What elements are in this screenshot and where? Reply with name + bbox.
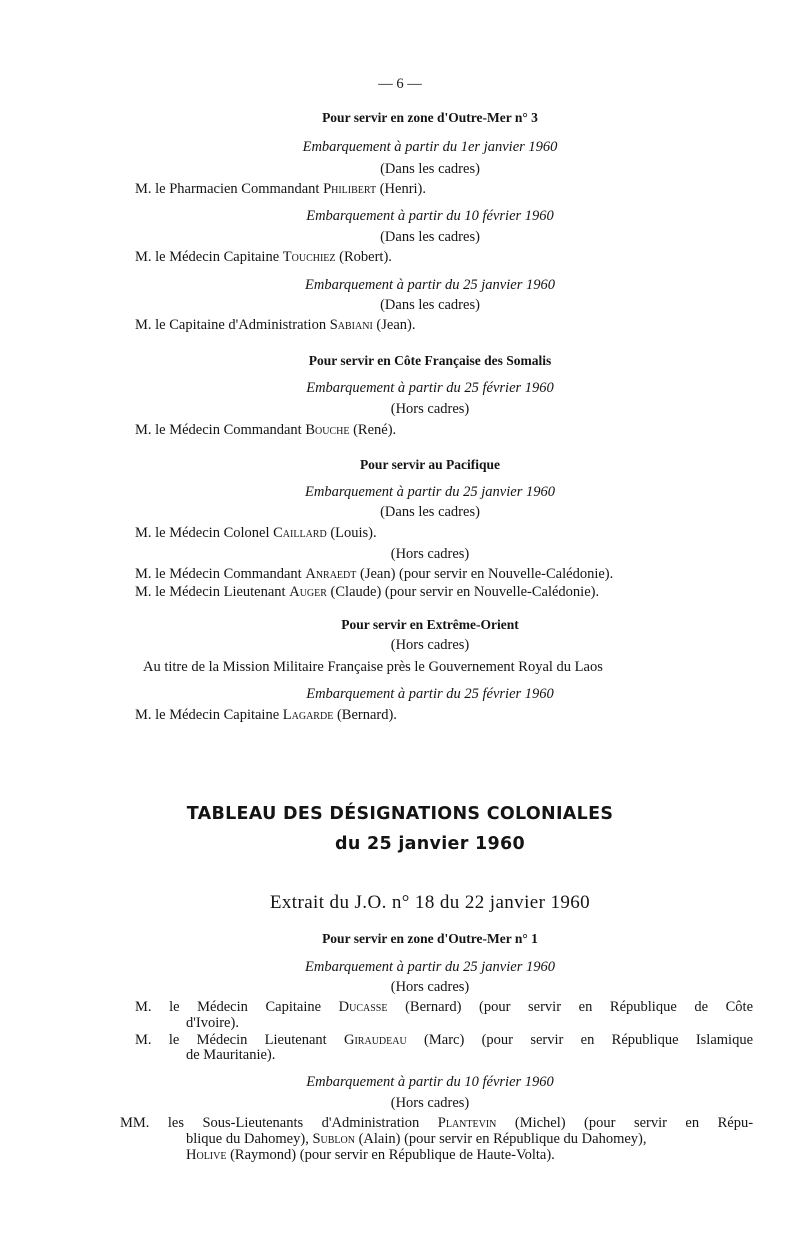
person-surname: Philibert xyxy=(323,181,377,197)
person-details: (Marc) (pour servir en République Islamique xyxy=(424,1032,754,1048)
embarkation-date: Embarquement à partir du 10 février 1960 xyxy=(306,1074,554,1090)
person-surname: Sabiani xyxy=(329,317,373,333)
mission-line: Au titre de la Mission Militaire Française près le Gouvernement Royal du Laos xyxy=(143,659,603,675)
person-surname: Bouche xyxy=(305,422,350,438)
section-heading: Pour servir en zone d'Outre-Mer n° 3 xyxy=(322,110,538,125)
person-surname: Touchiez xyxy=(282,249,336,265)
person-details: (Alain) (pour servir en République du Dahomey), xyxy=(358,1131,647,1147)
appointment-line xyxy=(120,1116,753,1131)
tableau-date: du 25 janvier 1960 xyxy=(335,834,525,854)
appointment-continuation: de Mauritanie). xyxy=(186,1047,276,1063)
appointment-continuation: d'Ivoire). xyxy=(186,1015,239,1031)
person-details: (Claude) (pour servir en Nouvelle-Calédonie). xyxy=(330,584,600,600)
cadre-status: (Dans les cadres) xyxy=(380,504,480,520)
cadre-status: (Hors cadres) xyxy=(390,637,470,653)
section-heading: Pour servir au Pacifique xyxy=(359,457,501,472)
appointment-line xyxy=(135,708,397,723)
person-surname: Holive xyxy=(186,1147,227,1163)
person-surname: Anraedt xyxy=(305,566,357,582)
person-details: (Michel) (pour servir en Répu- xyxy=(514,1115,754,1131)
cadre-status: (Dans les cadres) xyxy=(380,161,480,177)
person-details: (Bernard) (pour servir en République de Côte xyxy=(405,999,754,1015)
person-title: M. le Médecin Lieutenant xyxy=(135,1032,327,1048)
appointment-line xyxy=(135,182,426,197)
cadre-status: (Hors cadres) xyxy=(390,1095,470,1111)
embarkation-date: Embarquement à partir du 1er janvier 1960 xyxy=(302,139,558,155)
person-title: M. le Médecin Capitaine xyxy=(135,249,280,265)
appointment-line xyxy=(135,423,396,438)
embarkation-date: Embarquement à partir du 25 février 1960 xyxy=(306,686,554,702)
person-title: M. le Médecin Commandant xyxy=(135,566,302,582)
appointment-continuation xyxy=(186,1132,647,1147)
person-details: (Jean) (pour servir en Nouvelle-Calédonie). xyxy=(360,566,614,582)
person-surname: Sublon xyxy=(312,1131,355,1147)
person-title: M. le Pharmacien Commandant xyxy=(135,181,320,197)
cadre-status: (Dans les cadres) xyxy=(380,229,480,245)
person-surname: Caillard xyxy=(273,525,327,541)
journal-officiel-extract: Extrait du J.O. n° 18 du 22 janvier 1960 xyxy=(269,892,591,913)
cadre-status: (Hors cadres) xyxy=(390,401,470,417)
person-details: (Jean). xyxy=(376,317,416,333)
person-title: M. le Médecin Colonel xyxy=(135,525,270,541)
person-surname: Lagarde xyxy=(282,707,334,723)
person-title: M. le Capitaine d'Administration xyxy=(135,317,327,333)
person-details: (Robert). xyxy=(339,249,392,265)
appointment-line xyxy=(135,567,613,582)
person-title: M. le Médecin Capitaine xyxy=(135,707,280,723)
section-heading: Pour servir en zone d'Outre-Mer n° 1 xyxy=(322,931,538,946)
embarkation-date: Embarquement à partir du 10 février 1960 xyxy=(306,208,554,224)
person-details: (Raymond) (pour servir en République de Haute-Volta). xyxy=(230,1147,555,1163)
person-details: blique du Dahomey), xyxy=(186,1131,309,1147)
embarkation-date: Embarquement à partir du 25 février 1960 xyxy=(306,380,554,396)
person-surname: Plantevin xyxy=(437,1115,497,1131)
cadre-status: (Hors cadres) xyxy=(390,546,470,562)
person-surname: Giraudeau xyxy=(344,1032,407,1048)
appointment-continuation xyxy=(186,1148,555,1163)
cadre-status: (Dans les cadres) xyxy=(380,297,480,313)
person-details: (Louis). xyxy=(330,525,377,541)
person-title: M. le Médecin Lieutenant xyxy=(135,584,286,600)
cadre-status: (Hors cadres) xyxy=(390,979,470,995)
page-number: — 6 — xyxy=(378,76,422,92)
person-details: (René). xyxy=(353,422,397,438)
person-title: MM. les Sous-Lieutenants d'Administration xyxy=(120,1115,420,1131)
person-surname: Ducasse xyxy=(338,999,388,1015)
appointment-line xyxy=(135,526,377,541)
appointment-line xyxy=(135,318,415,333)
appointment-line xyxy=(135,250,392,265)
person-title: M. le Médecin Capitaine xyxy=(135,999,322,1015)
embarkation-date: Embarquement à partir du 25 janvier 1960 xyxy=(305,277,555,293)
appointment-line xyxy=(135,1000,753,1015)
person-surname: Auger xyxy=(289,584,327,600)
embarkation-date: Embarquement à partir du 25 janvier 1960 xyxy=(305,484,555,500)
person-details: (Henri). xyxy=(379,181,426,197)
tableau-title: TABLEAU DES DÉSIGNATIONS COLONIALES xyxy=(186,804,614,824)
section-heading: Pour servir en Extrême-Orient xyxy=(341,617,519,632)
section-heading: Pour servir en Côte Française des Somalis xyxy=(308,353,552,368)
embarkation-date: Embarquement à partir du 25 janvier 1960 xyxy=(305,959,555,975)
appointment-line xyxy=(135,585,599,600)
person-title: M. le Médecin Commandant xyxy=(135,422,302,438)
appointment-line xyxy=(135,1033,753,1048)
person-details: (Bernard). xyxy=(336,707,397,723)
